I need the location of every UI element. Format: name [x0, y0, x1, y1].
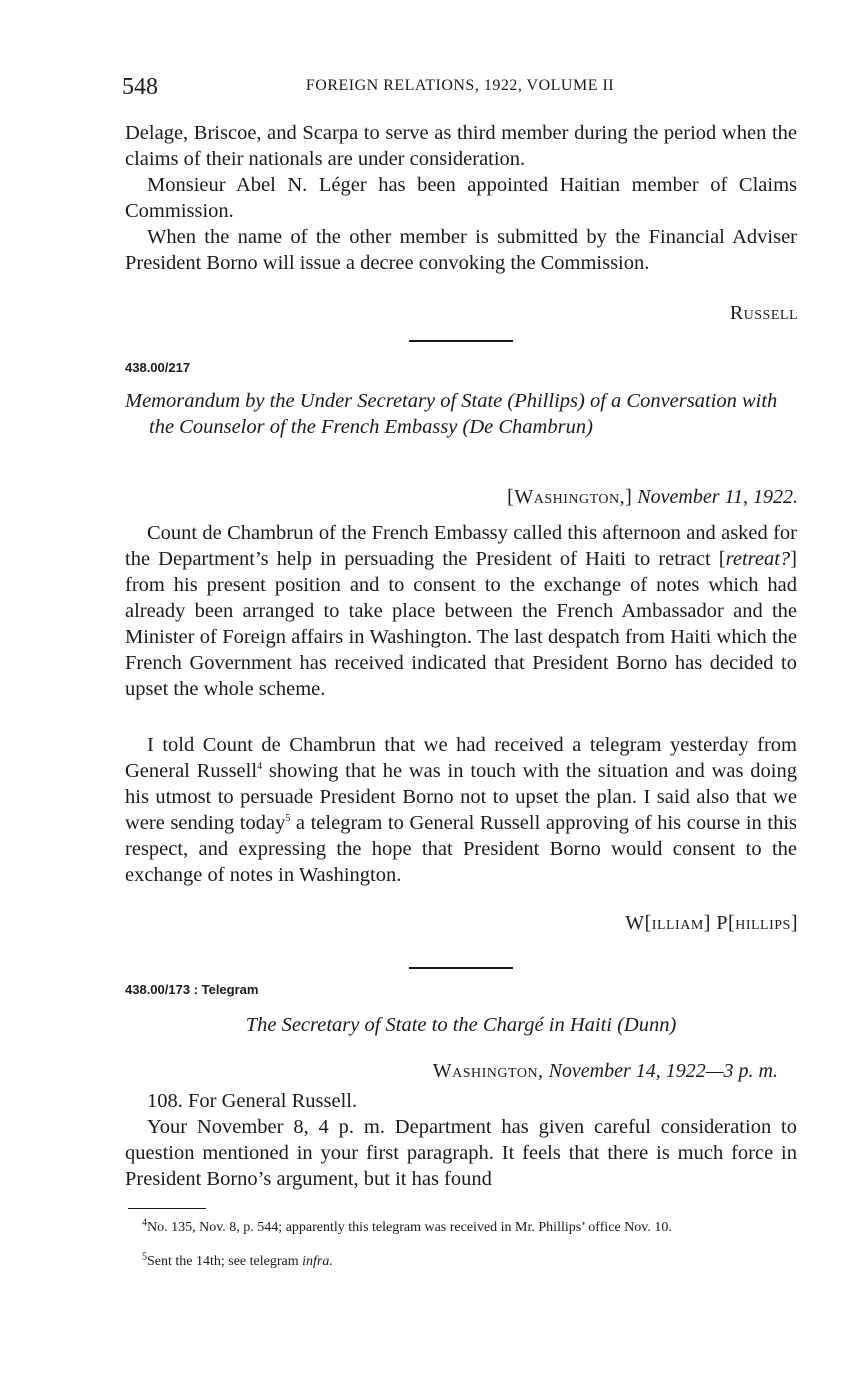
section-divider-2: [409, 967, 513, 969]
signature-russell: Russell: [729, 302, 798, 324]
footnote-5-mark: 5: [142, 1251, 147, 1263]
footnote-ref-5[interactable]: 5: [285, 813, 291, 825]
dateline-place: [Washington,]: [507, 486, 633, 508]
continuation-paragraph-2: Monsieur Abel N. Léger has been appointed Haitian member of Claims Commission.: [125, 174, 797, 222]
page-number: 548: [122, 74, 158, 100]
memo-p2-text-a: I told Count de Chambrun that we had received a telegram yesterday from General Russell: [125, 734, 797, 782]
telegram-dateline-place: Washington,: [432, 1060, 544, 1082]
memo-p2-text-b: showing that he was in touch with the situation and was doing his utmost to persuade President Borno not to upset the plan. I said also that we were sending today: [125, 760, 797, 834]
memo-p1-text-c: ] from his present position and to consent to the exchange of notes which had already been arranged to take place between the French Ambassador and the Minister of Foreign affairs in Washington. The last despatch from Haiti which the French Government has received indicated that President Borno has decided to upset the whole scheme.: [125, 548, 797, 700]
memo-dateline: [507, 486, 798, 509]
dateline-date: November 11, 1922.: [637, 486, 798, 508]
file-reference-telegram: 438.00/173 : Telegram: [125, 982, 259, 997]
footnote-5-italic: infra.: [302, 1254, 333, 1269]
telegram-title: The Secretary of State to the Chargé in Haiti (Dunn): [245, 1014, 677, 1036]
telegram-dateline: [433, 1060, 778, 1083]
continuation-paragraph-3: When the name of the other member is submitted by the Financial Adviser President Borno will issue a decree convoking the Commission.: [125, 226, 797, 274]
continuation-paragraph-1: Delage, Briscoe, and Scarpa to serve as third member during the period when the claims of their nationals are under consideration.: [125, 122, 797, 170]
memo-paragraph-2: [125, 732, 797, 888]
footnote-rule: [128, 1208, 206, 1209]
file-reference-memo: 438.00/217: [125, 360, 191, 375]
memo-paragraph-1: [125, 520, 797, 702]
footnote-4: [128, 1217, 800, 1236]
footnote-5: [128, 1251, 800, 1270]
telegram-paragraph-2: Your November 8, 4 p. m. Department has given careful consideration to question mentioned in your first paragraph. It feels that there is much force in President Borno’s argument, but it has found: [125, 1116, 797, 1190]
telegram-paragraph-1: 108. For General Russell.: [147, 1090, 358, 1112]
footnote-4-text: No. 135, Nov. 8, p. 544; apparently this telegram was received in Mr. Phillips’ office Nov. 10.: [147, 1220, 672, 1235]
memo-title: Memorandum by the Under Secretary of State (Phillips) of a Conversation with the Counselor of the French Embassy (De Chambrun): [125, 390, 778, 438]
signature-phillips: W[illiam] P[hillips]: [625, 912, 798, 934]
running-head: FOREIGN RELATIONS, 1922, VOLUME II: [305, 77, 615, 94]
footnote-4-mark: 4: [142, 1217, 147, 1229]
footnote-5-text: Sent the 14th; see telegram: [147, 1254, 303, 1269]
telegram-dateline-date: November 14, 1922—3 p. m.: [548, 1060, 778, 1082]
page-header: [122, 74, 798, 104]
memo-p2-text-c: a telegram to General Russell approving of his course in this respect, and expressing the hope that President Borno would consent to the exchange of notes in Washington.: [125, 812, 797, 886]
section-divider: [409, 340, 513, 342]
memo-p1-text-a: Count de Chambrun of the French Embassy called this afternoon and asked for the Department’s help in persuading the President of Haiti to retract [: [125, 522, 797, 570]
footnote-ref-4[interactable]: 4: [257, 761, 263, 773]
memo-p1-text-italic: retreat?: [725, 548, 791, 570]
